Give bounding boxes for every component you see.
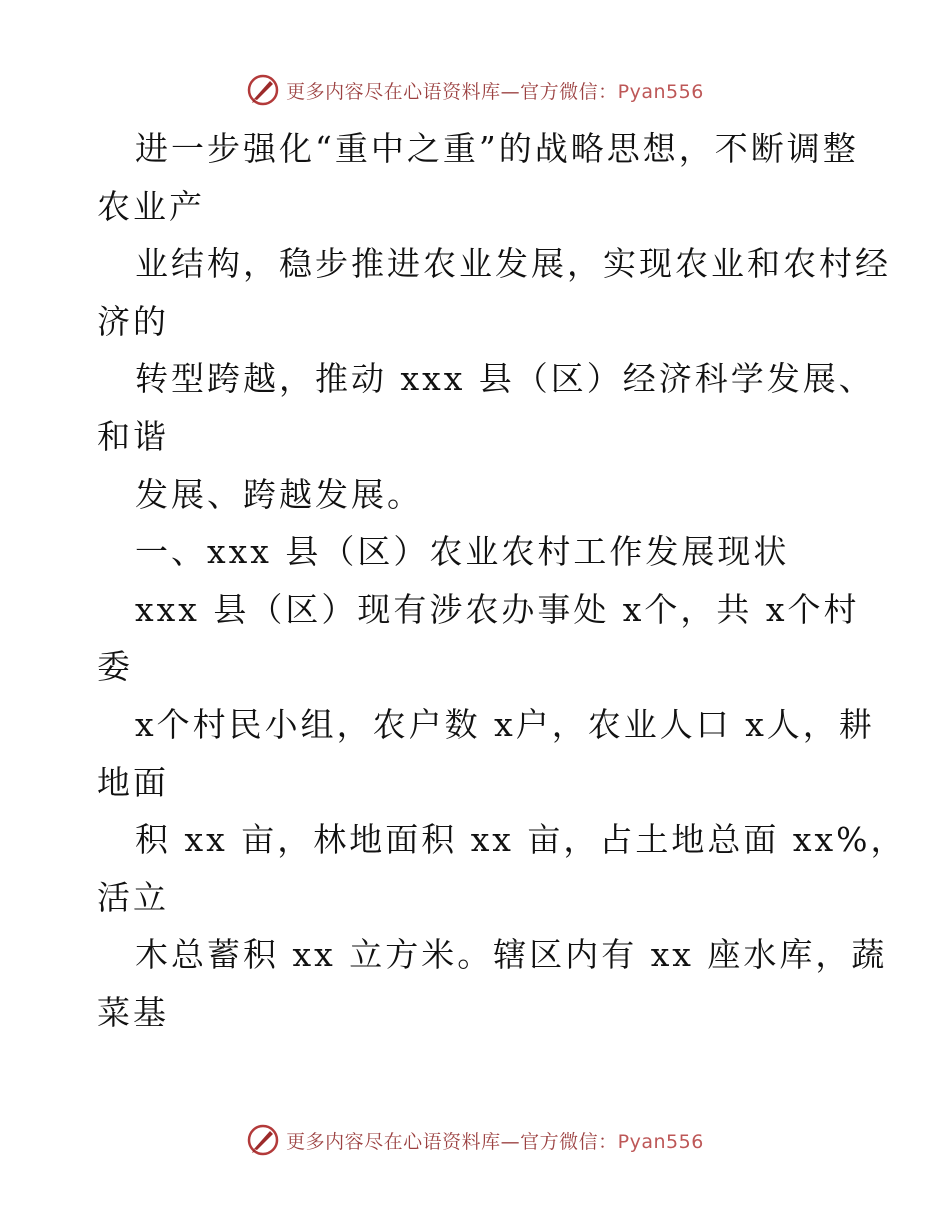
watermark-text: 更多内容尽在心语资料库—官方微信：Pyan556 (286, 1130, 704, 1153)
body-line: 转型跨越，推动 xxx 县（区）经济科学发展、 (135, 359, 875, 399)
body-line: 积 xx 亩，林地面积 xx 亩，占土地总面 xx%， (135, 820, 907, 860)
footer-watermark (0, 1120, 950, 1160)
body-line: 和谐 (97, 416, 169, 456)
body-line: xxx 县（区）现有涉农办事处 x个，共 x个村 (135, 589, 860, 629)
document-body (97, 120, 907, 1042)
body-line: 活立 (97, 877, 169, 917)
watermark-text: 更多内容尽在心语资料库—官方微信：Pyan556 (286, 80, 704, 103)
body-line: 农业产 (97, 186, 205, 226)
feather-pen-logo-icon (246, 73, 280, 107)
body-line: x个村民小组，农户数 x户，农业人口 x人，耕 (135, 704, 875, 744)
body-line: 进一步强化“重中之重”的战略思想，不断调整 (135, 129, 859, 168)
body-line: 菜基 (97, 992, 169, 1032)
body-line: 木总蓄积 xx 立方米。辖区内有 xx 座水库，蔬 (135, 935, 888, 975)
body-line: 业结构，稳步推进农业发展，实现农业和农村经 (135, 244, 891, 284)
body-line: 地面 (97, 762, 169, 802)
body-line: 委 (97, 647, 133, 687)
section-heading: 一、xxx 县（区）农业农村工作发展现状 (135, 532, 790, 572)
feather-pen-logo-icon (246, 1123, 280, 1157)
body-line: 发展、跨越发展。 (135, 474, 423, 514)
header-watermark (0, 70, 950, 110)
body-line: 济的 (97, 301, 169, 341)
